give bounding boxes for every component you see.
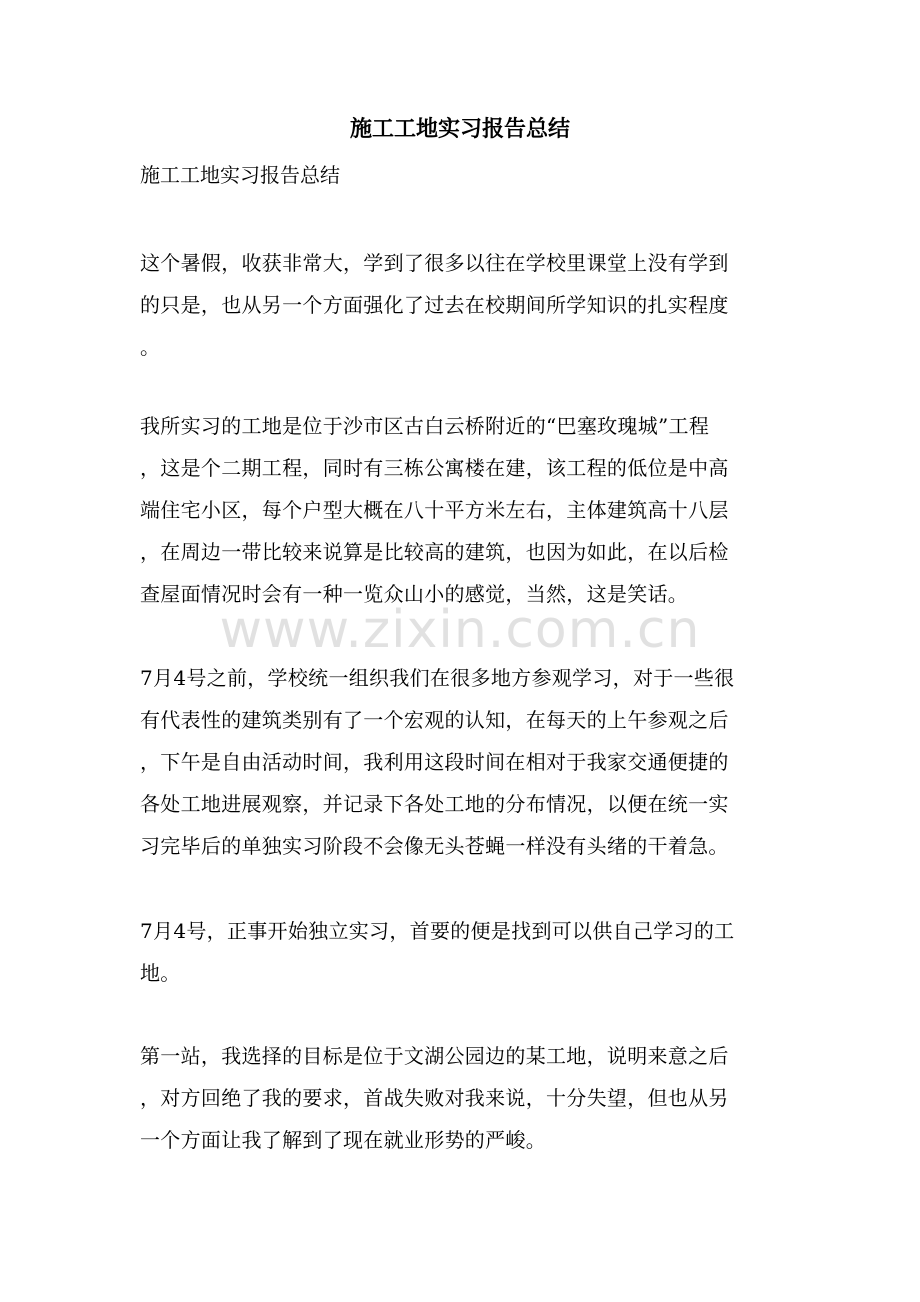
paragraph-line: 。 [140,335,161,359]
paragraph-line: 地。 [140,961,181,985]
paragraph-line: 习完毕后的单独实习阶段不会像无头苍蝇一样没有头绪的干着急。 [140,834,729,858]
paragraph-5 [140,1035,776,1161]
paragraph-3 [140,657,776,867]
paragraph-line: ，在周边一带比较来说算是比较高的建筑，也因为如此，在以后检 [140,540,729,564]
watermark: www.zixin.com.cn [219,600,701,660]
paragraph-line: 7月4号，正事开始独立实习，首要的便是找到可以供自己学习的工 [140,919,735,943]
paragraph-4 [140,910,776,994]
paragraph-1 [140,242,776,368]
paragraph-line: 7月4号之前，学校统一组织我们在很多地方参观学习，对于一些很 [140,666,735,690]
paragraph-2 [140,405,776,615]
paragraph-line: ，对方回绝了我的要求，首战失败对我来说，十分失望，但也从另 [140,1086,729,1110]
paragraph-line: 我所实习的工地是位于沙市区古白云桥附近的“巴塞玫瑰城”工程 [140,414,710,438]
paragraph-line: 各处工地进展观察，并记录下各处工地的分布情况，以便在统一实 [140,792,729,816]
document-subtitle: 施工工地实习报告总结 [140,163,340,187]
paragraph-line: 查屋面情况时会有一种一览众山小的感觉，当然，这是笑话。 [140,582,689,606]
paragraph-line: 第一站，我选择的目标是位于文湖公园边的某工地，说明来意之后 [140,1044,729,1068]
paragraph-line: 这个暑假，收获非常大，学到了很多以往在学校里课堂上没有学到 [140,251,729,275]
paragraph-line: 的只是，也从另一个方面强化了过去在校期间所学知识的扎实程度 [140,293,729,317]
paragraph-line: 有代表性的建筑类别有了一个宏观的认知，在每天的上午参观之后 [140,708,729,732]
paragraph-line: ，这是个二期工程，同时有三栋公寓楼在建，该工程的低位是中高 [140,456,729,480]
document-title: 施工工地实习报告总结 [349,116,570,142]
paragraph-line: ，下午是自由活动时间，我利用这段时间在相对于我家交通便捷的 [140,750,729,774]
paragraph-line: 端住宅小区，每个户型大概在八十平方米左右，主体建筑高十八层 [140,498,729,522]
paragraph-line: 一个方面让我了解到了现在就业形势的严峻。 [140,1128,546,1152]
